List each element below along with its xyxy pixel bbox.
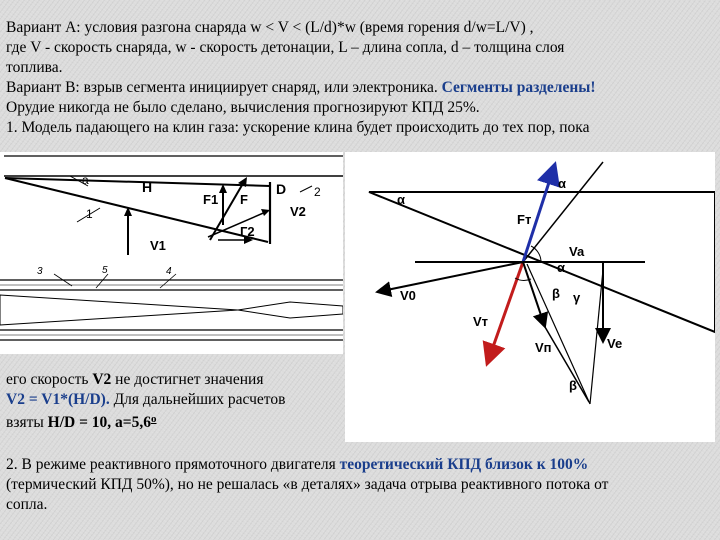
mid-line-1 [6, 370, 263, 389]
mid-line-2-b: Для дальнейших расчетов [109, 391, 286, 408]
label-g2: Г2 [240, 224, 255, 239]
leader-2 [300, 186, 312, 192]
mid-line-3-a: взяты [6, 414, 48, 431]
v0-vector [377, 262, 523, 292]
mid-line-1-c: не достигнет значения [111, 371, 264, 388]
vector-diagram-panel [345, 152, 715, 442]
wedge-diagram [0, 152, 343, 262]
text-line-5: Орудие никогда не было сделано, вычисления прогнозируют КПД 25%. [6, 99, 480, 116]
mid-line-2 [6, 390, 285, 409]
label-ve: Ve [607, 336, 623, 351]
label-3: 3 [37, 266, 43, 277]
para2-line-1 [6, 455, 588, 474]
vector-diagram [345, 152, 715, 442]
label-f: F [240, 192, 248, 207]
nozzle-wedge [0, 295, 238, 325]
para2-line-2: (термический КПД 50%), но не решалась «в деталях» задача отрыва реактивного потока от [6, 476, 609, 493]
leader-5 [96, 274, 108, 288]
label-4: 4 [166, 266, 172, 277]
label-v0: V0 [400, 288, 416, 303]
label-5: 5 [102, 265, 108, 276]
para2-line-1-a: 2. В режиме реактивного прямоточного двигателя [6, 456, 340, 473]
vp-vector [523, 262, 545, 327]
text-line-3: топлива. [6, 59, 63, 76]
text-line-4-highlight: Сегменты разделены! [441, 79, 596, 96]
v2-vector [208, 211, 268, 237]
mid-line-1-a: его скорость [6, 371, 93, 388]
label-gamma: γ [573, 290, 581, 305]
label-f1: F1 [203, 192, 219, 207]
label-vt: Vт [473, 314, 489, 329]
label-vp: Vп [535, 340, 552, 355]
vt-vector [487, 262, 523, 364]
vp-extension [545, 327, 589, 402]
wedge-base-line [5, 178, 270, 186]
text-line-4 [6, 78, 596, 97]
label-v1: V1 [150, 238, 166, 253]
mid-line-3-values: H/D = 10, a=5,6 [47, 414, 151, 431]
label-a: a [82, 173, 89, 187]
v2-arrowhead [261, 209, 270, 216]
mid-line-3-degree: o [151, 413, 157, 425]
text-line-2: где V - скорость снаряда, w - скорость детонации, L – длина сопла, d – толщина слоя [6, 39, 565, 56]
triangle-side-2 [590, 270, 603, 404]
label-alpha-mid: α [557, 260, 565, 275]
tube-diagram [0, 262, 343, 354]
label-ft: Fт [517, 212, 532, 227]
text-line-6: 1. Модель падающего на клин газа: ускорение клина будет происходить до тех пор, пока [6, 119, 590, 136]
label-h: H [142, 179, 153, 195]
label-d: D [276, 181, 287, 197]
label-1: 1 [86, 207, 93, 221]
label-alpha-top: α [397, 192, 405, 207]
para2-line-1-highlight: теоретический КПД близок к 100% [339, 456, 589, 473]
label-alpha-top-right: α [558, 176, 566, 191]
label-beta-low: β [569, 378, 577, 393]
para2-line-3: сопла. [6, 496, 48, 513]
text-line-1: Вариант А: условия разгона снаряда w < V < (L/d)*w (время горения d/w=L/V) , [6, 19, 534, 36]
mid-line-2-formula: V2 = V1*(H/D). [6, 391, 110, 408]
triangle-side [527, 264, 590, 404]
label-v2: V2 [290, 204, 306, 219]
projectile-shape [238, 302, 343, 318]
mid-line-1-v2: V2 [92, 371, 112, 388]
tube-diagram-panel [0, 262, 343, 354]
wedge-diagram-panel [0, 152, 343, 262]
label-2: 2 [314, 185, 321, 199]
mid-line-3 [6, 410, 157, 432]
label-va: Va [569, 244, 585, 259]
label-beta-mid: β [552, 286, 560, 301]
text-line-4-plain: Вариант В: взрыв сегмента инициирует снаряд, или электроника. [6, 79, 442, 96]
